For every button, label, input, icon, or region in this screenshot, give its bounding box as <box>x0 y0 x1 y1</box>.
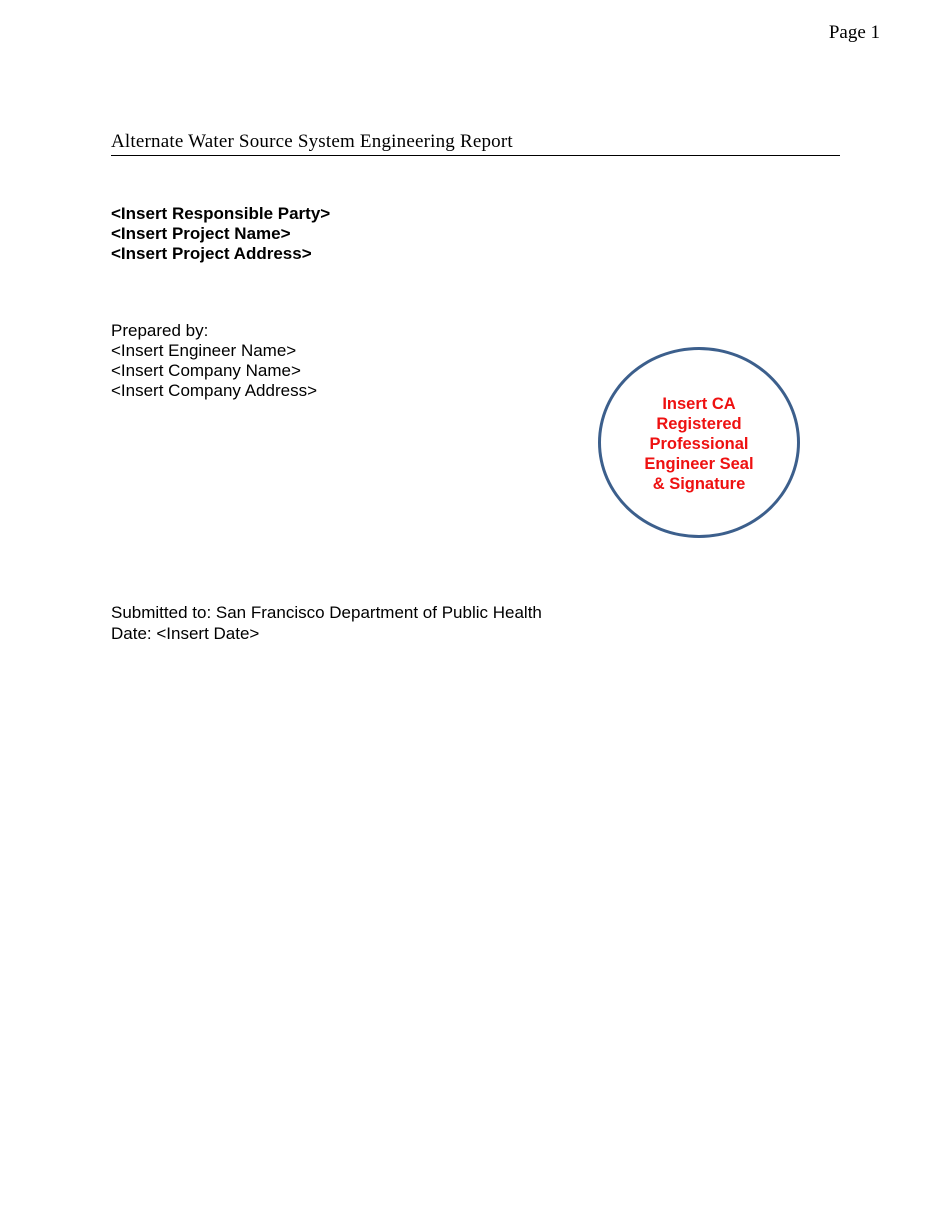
prepared-by-block <box>111 321 317 401</box>
seal-text <box>601 394 797 494</box>
page-number: Page 1 <box>828 22 880 43</box>
seal-line: & Signature <box>652 475 746 493</box>
project-name: <Insert Project Name> <box>111 224 291 243</box>
engineer-seal-placeholder <box>598 347 800 538</box>
project-address: <Insert Project Address> <box>111 244 312 263</box>
engineer-name: <Insert Engineer Name> <box>111 341 297 360</box>
company-address: <Insert Company Address> <box>111 381 318 400</box>
submission-date: Date: <Insert Date> <box>111 624 260 643</box>
company-name: <Insert Company Name> <box>111 361 301 380</box>
submission-block <box>111 602 542 644</box>
report-header <box>111 131 840 156</box>
project-info-block <box>111 204 330 264</box>
report-title: Alternate Water Source System Engineering Report <box>111 131 513 152</box>
prepared-by-label: Prepared by: <box>111 321 209 340</box>
seal-line: Registered <box>656 415 742 433</box>
responsible-party: <Insert Responsible Party> <box>111 204 331 223</box>
seal-line: Engineer Seal <box>644 455 754 473</box>
seal-line: Insert CA <box>662 395 736 413</box>
seal-line: Professional <box>649 435 749 453</box>
submitted-to: Submitted to: San Francisco Department of Public Health <box>111 603 542 622</box>
